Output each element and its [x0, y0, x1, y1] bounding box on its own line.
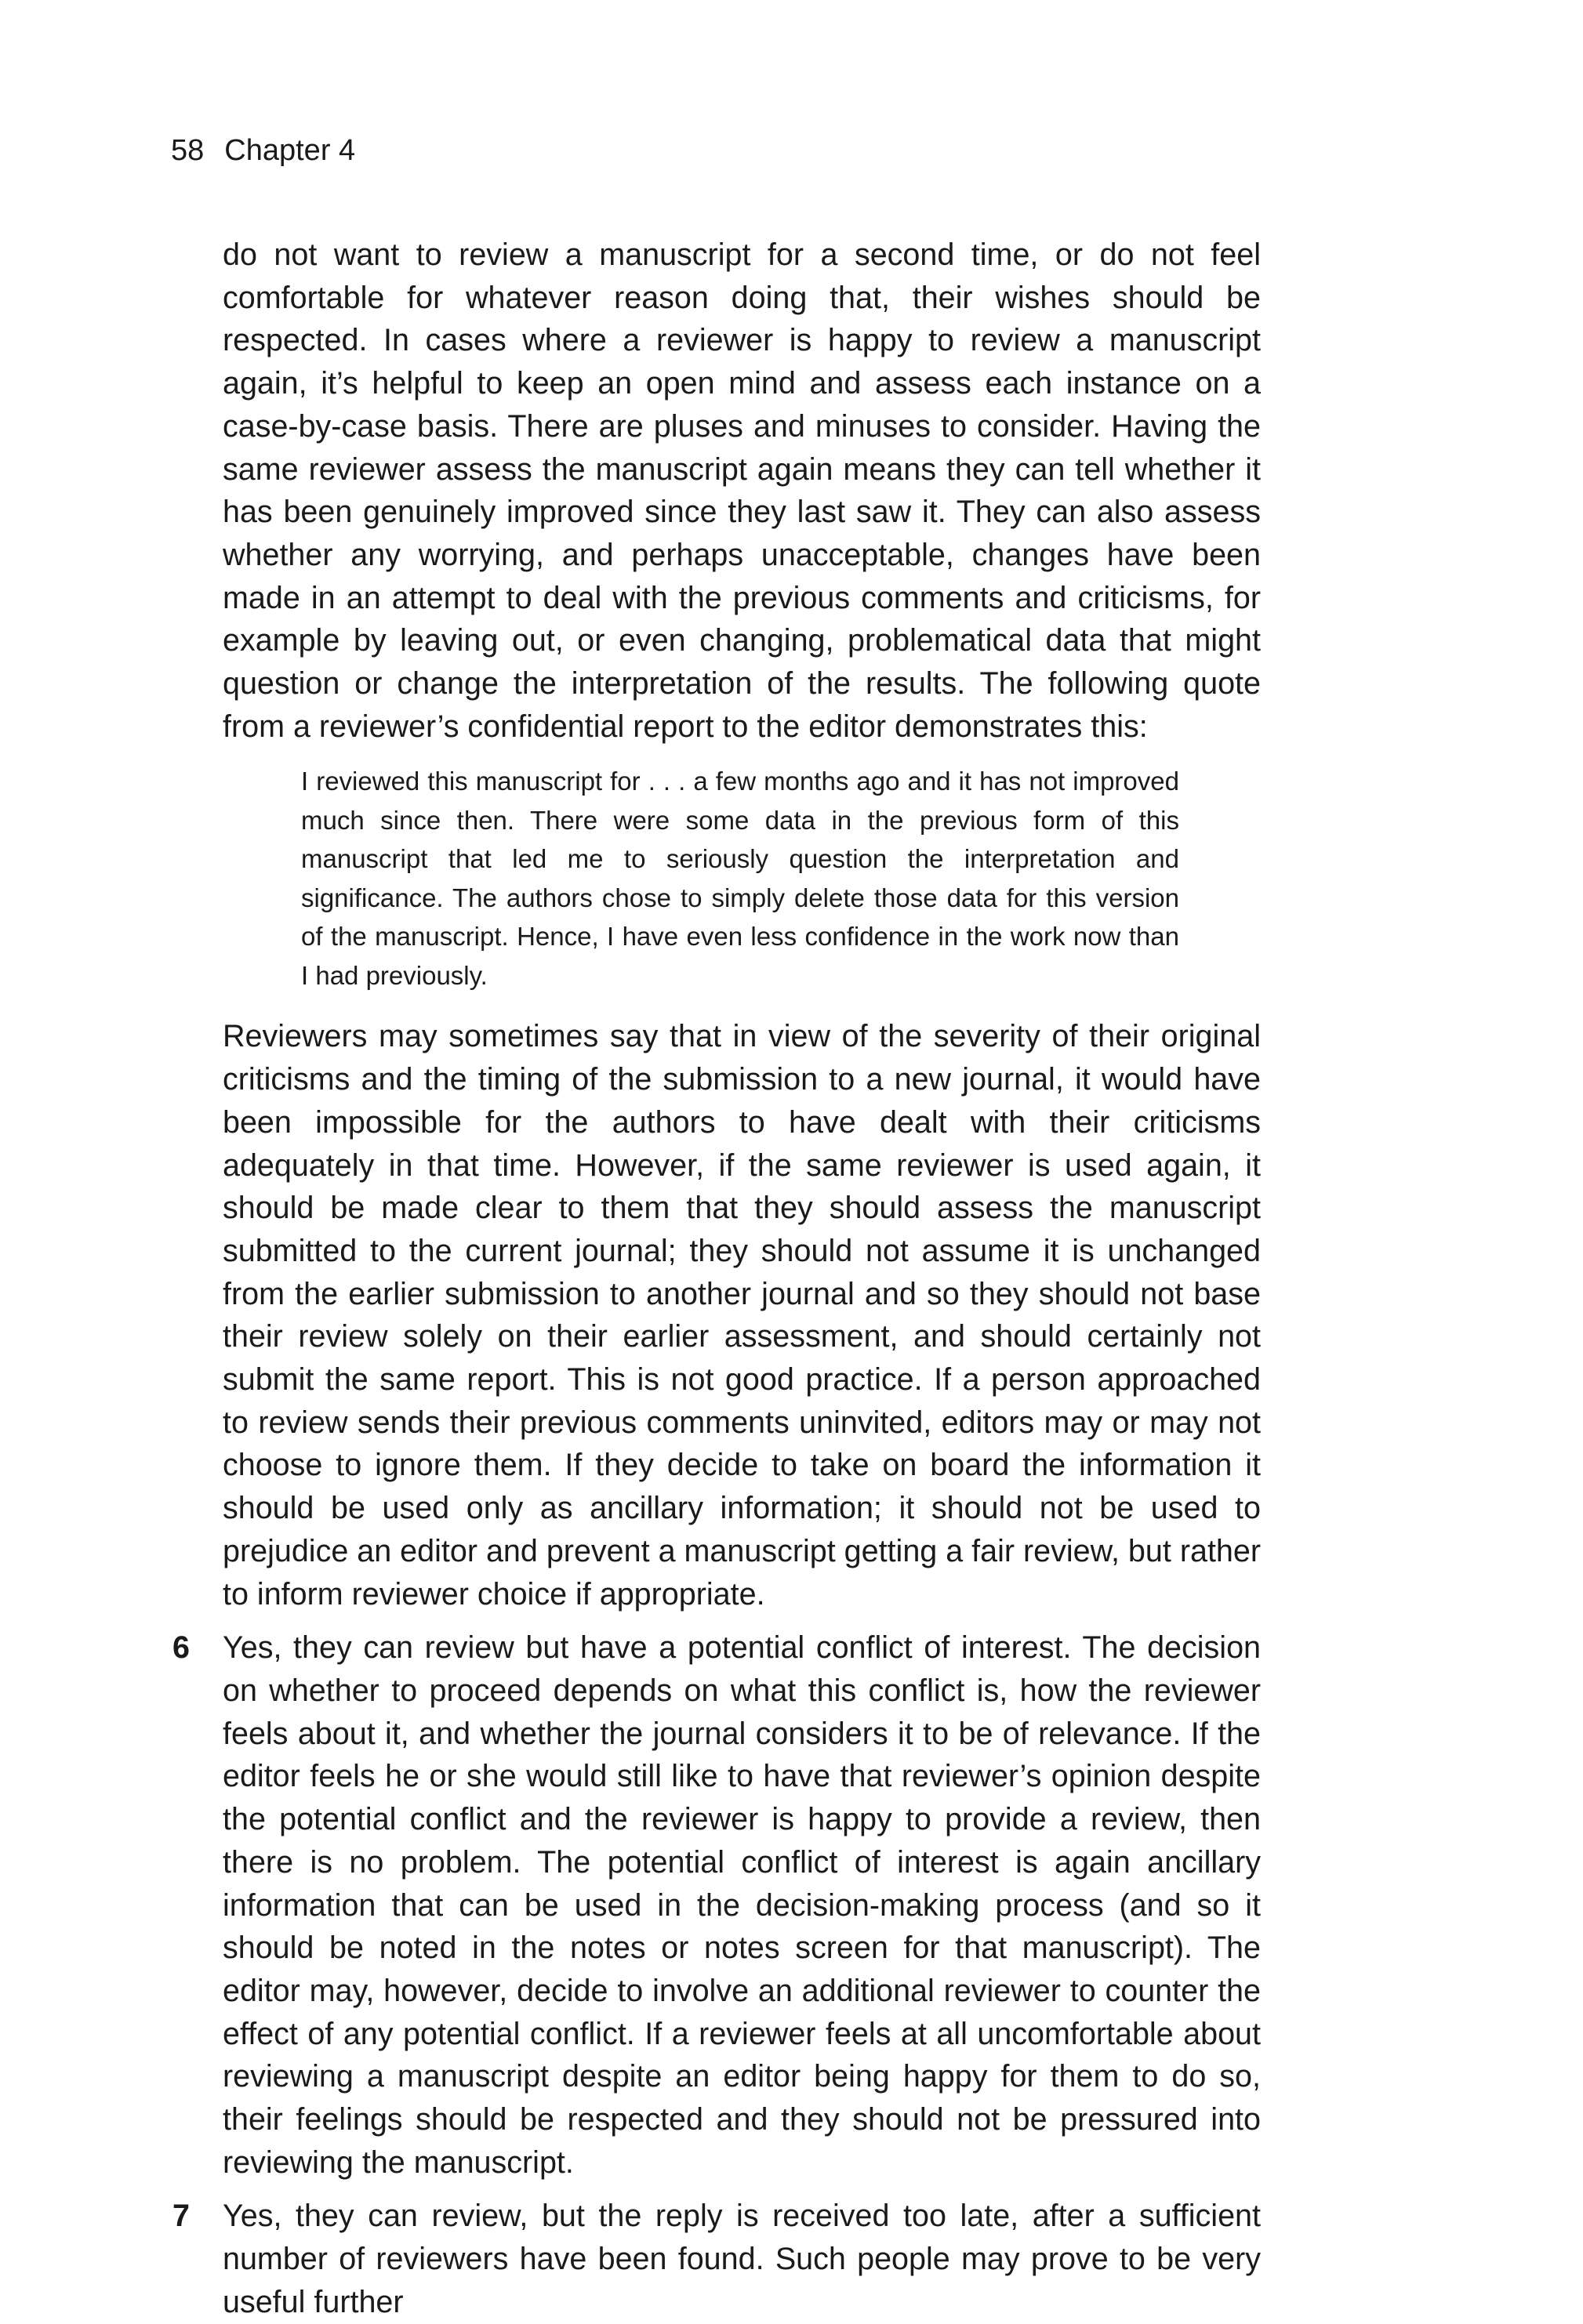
item-text: Yes, they can review but have a potential conflict of interest. The decision on whether to proceed depends on what this conflict is, how the reviewer feels about it, and whether the journal considers it to be of relevance. If the editor feels he or she would still like to have that reviewer’s opinion despite the potential conflict and the reviewer is happy to provide a review, then there is no problem. The potential conflict of interest is again ancillary information that can be used in the decision-making process (and so it should be noted in the notes or notes screen for that manuscript). The editor may, however, decide to involve an additional reviewer to counter the effect of any potential conflict. If a reviewer feels at all uncomfortable about reviewing a manuscript despite an editor being happy for them to do so, their feelings should be respected and they should not be pressured into reviewing the manuscript.	[223, 1630, 1261, 2180]
page-number: 58	[171, 134, 205, 167]
item-text: Yes, they can review, but the reply is received too late, after a sufficient number of reviewers have been found. Such people may prove to be very useful further	[223, 2199, 1261, 2319]
reviewer-quote: I reviewed this manuscript for . . . a few months ago and it has not improved much since then. There were some data in the previous form of this manuscript that led me to seriously question the interpretation and significance. The authors chose to simply delete those data for this version of the manuscript. Hence, I have even less confidence in the work now than I had previously.	[301, 767, 1179, 990]
item-number: 6	[172, 1630, 190, 1666]
list-item-7	[172, 2195, 1261, 2323]
item-number: 7	[172, 2199, 190, 2234]
list-item-6	[172, 1626, 1261, 2184]
body-text	[172, 234, 1262, 2324]
paragraph-reviewers: Reviewers may sometimes say that in view of the severity of their original criticisms and the timing of the submission to a new journal, it would have been impossible for the authors to have dealt with their criticisms adequately in that time. However, if the same reviewer is used again, it should be made clear to them that they should assess the manuscript submitted to the current journal; they should not assume it is unchanged from the earlier submission to another journal and so they should not base their review solely on their earlier assessment, and should certainly not submit the same report. This is not good practice. If a person approached to review sends their previous comments uninvited, editors may or may not choose to ignore them. If they decide to take on board the information it should be used only as ancillary information; it should not be used to prejudice an editor and prevent a manuscript getting a fair review, but rather to inform reviewer choice if appropriate.	[223, 1019, 1262, 1612]
paragraph-continued: do not want to review a manuscript for a second time, or do not feel comfortable for whatever reason doing that, their wishes should be respected. In cases where a reviewer is happy to review a manuscript again, it’s helpful to keep an open mind and assess each instance on a case-by-case basis. There are pluses and minuses to consider. Having the same reviewer assess the manuscript again means they can tell whether it has been genuinely improved since they last saw it. They can also assess whether any worrying, and perhaps unacceptable, changes have been made in an attempt to deal with the previous comments and criticisms, for example by leaving out, or even changing, problematical data that might question or change the interpretation of the results. The following quote from a reviewer’s confidential report to the editor demonstrates this:	[223, 237, 1261, 744]
chapter-title: Chapter 4	[224, 134, 356, 167]
running-head	[171, 132, 355, 169]
